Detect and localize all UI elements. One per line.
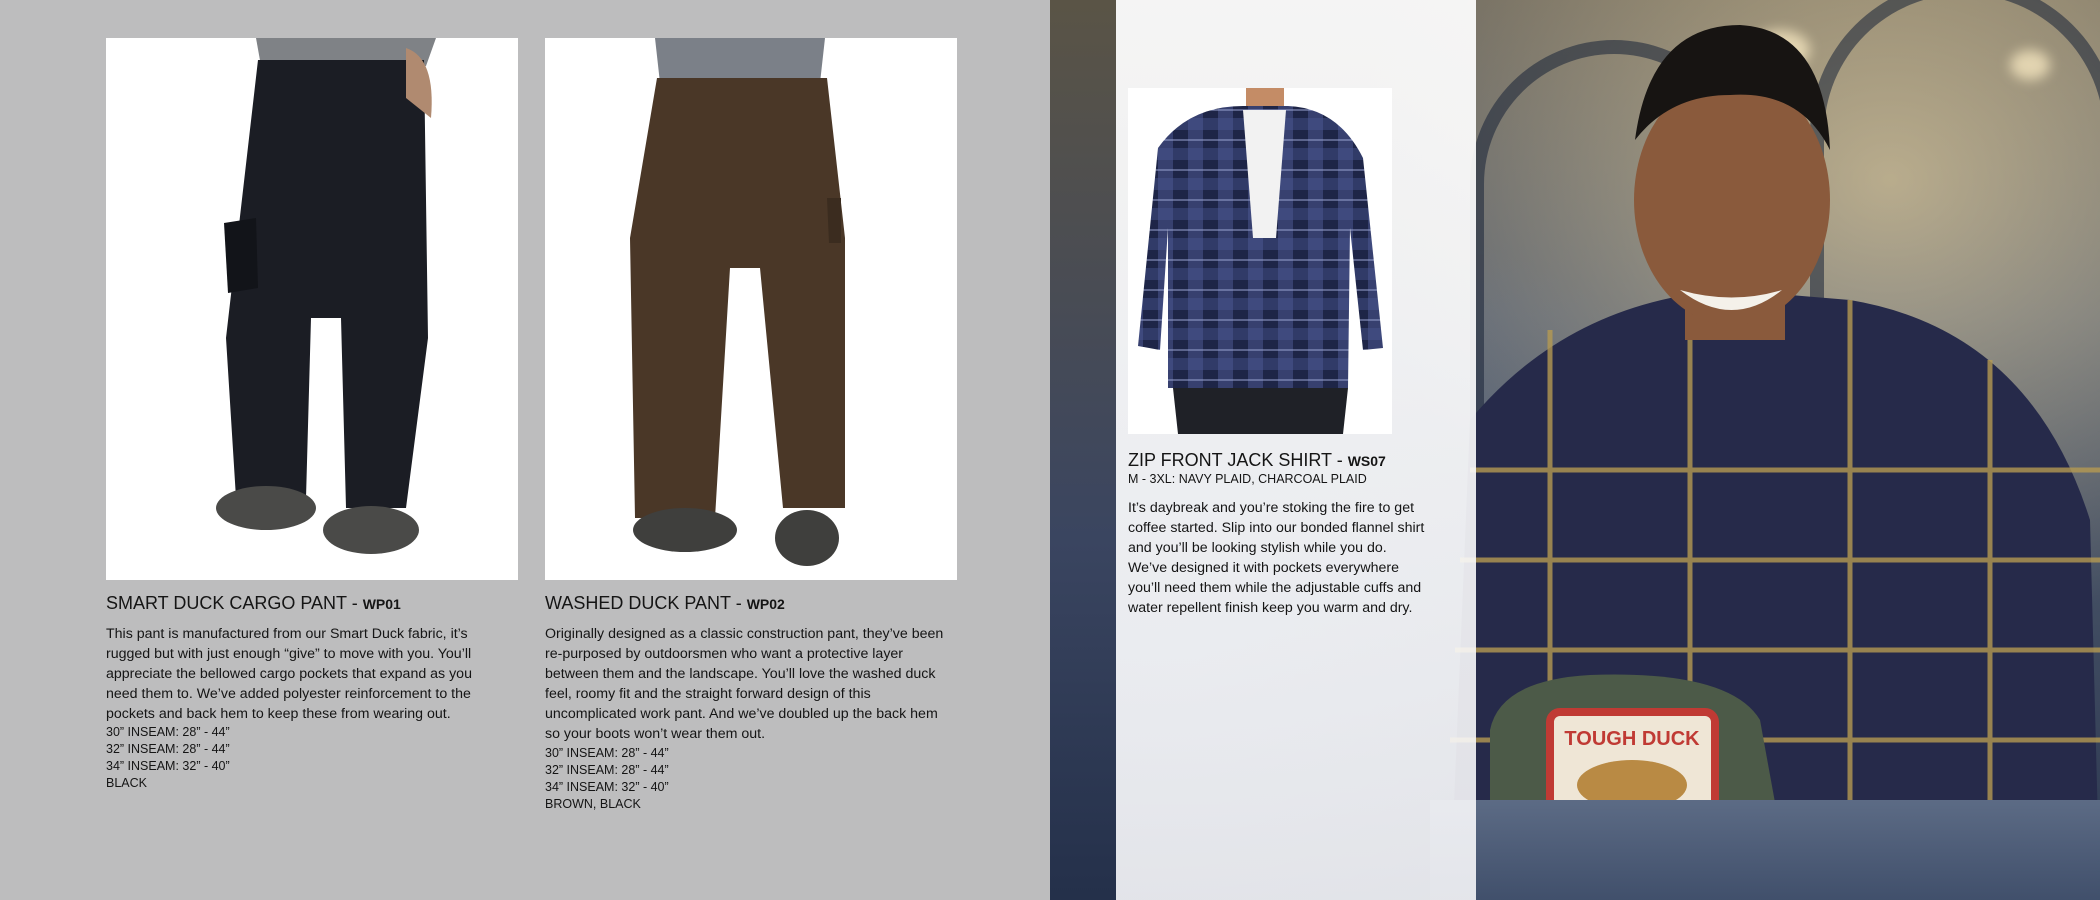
left-boot bbox=[633, 508, 737, 552]
catalog-right-page bbox=[1050, 0, 2100, 900]
spec-line: 32” INSEAM: 28” - 44” bbox=[545, 763, 669, 777]
product-photo-washed-pant bbox=[545, 38, 957, 580]
cargo-pocket bbox=[224, 218, 258, 293]
title-separator: - bbox=[730, 593, 747, 613]
jack-shirt-illustration bbox=[1128, 88, 1392, 434]
product-code: WP02 bbox=[746, 596, 785, 612]
shirt-hem bbox=[655, 38, 825, 83]
product-name: WASHED DUCK PANT bbox=[545, 593, 731, 613]
product-description-cargo-pant: This pant is manufactured from our Smart Duck fabric, it’s rugged but with just enough “give” to move with you. You’ll appreciate the bellowed cargo pockets that expand as you need them to. We’ve added polyester reinforcement to the pockets and back hem to keep these from wearing out. bbox=[106, 626, 472, 722]
product-title-jack-shirt bbox=[1128, 449, 1386, 472]
spec-line: 30” INSEAM: 28” - 44” bbox=[545, 746, 669, 760]
product-photo-cargo-pant bbox=[106, 38, 518, 580]
right-boot bbox=[775, 510, 839, 566]
product-sizes-colors: M - 3XL: NAVY PLAID, CHARCOAL PLAID bbox=[1128, 472, 1367, 486]
title-separator: - bbox=[1331, 450, 1348, 470]
table bbox=[1430, 800, 2100, 900]
cargo-pant-illustration bbox=[106, 38, 518, 580]
left-boot bbox=[216, 486, 316, 530]
spec-line: 34” INSEAM: 32” - 40” bbox=[545, 780, 669, 794]
product-code: WP01 bbox=[362, 596, 401, 612]
lifestyle-model-photo bbox=[1430, 0, 2100, 900]
title-separator: - bbox=[346, 593, 363, 613]
product-name: ZIP FRONT JACK SHIRT bbox=[1128, 450, 1332, 470]
spec-line: BROWN, BLACK bbox=[545, 797, 641, 811]
product-description-jack-shirt: It’s daybreak and you’re stoking the fire to get coffee started. Slip into our bonded flannel shirt and you’ll be looking stylish while you do. We’ve designed it with pockets everywhere you’ll need them while the adjustable cuffs and water repellent finish keep you warm and dry. bbox=[1128, 500, 1425, 616]
jeans bbox=[1173, 388, 1348, 434]
hammer-loop bbox=[827, 198, 841, 243]
product-specs-washed-pant bbox=[545, 745, 669, 813]
product-description-washed-pant: Originally designed as a classic construction pant, they’ve been re-purposed by outdoorsmen who want a protective layer between them and the landscape. You’ll love the washed duck feel, roomy fit and the straight forward design of this uncomplicated work pant. And we’ve doubled up the back hem so your boots won’t wear them out. bbox=[545, 626, 944, 742]
product-title-cargo-pant bbox=[106, 592, 401, 615]
spec-line: 32” INSEAM: 28” - 44” bbox=[106, 742, 230, 756]
spec-line: 30” INSEAM: 28” - 44” bbox=[106, 725, 230, 739]
cap-patch-text: TOUGH DUCK bbox=[1564, 728, 1700, 750]
spec-line: BLACK bbox=[106, 776, 147, 790]
product-name: SMART DUCK CARGO PANT bbox=[106, 593, 347, 613]
right-boot bbox=[323, 506, 419, 554]
photo-edge-strip bbox=[1050, 0, 1116, 900]
product-code: WS07 bbox=[1347, 453, 1386, 469]
washed-pant-illustration bbox=[545, 38, 957, 580]
product-title-washed-pant bbox=[545, 592, 785, 615]
pant-shape bbox=[630, 78, 845, 518]
product-specs-cargo-pant bbox=[106, 724, 230, 792]
spec-line: 34” INSEAM: 32” - 40” bbox=[106, 759, 230, 773]
product-photo-jack-shirt bbox=[1128, 88, 1392, 434]
